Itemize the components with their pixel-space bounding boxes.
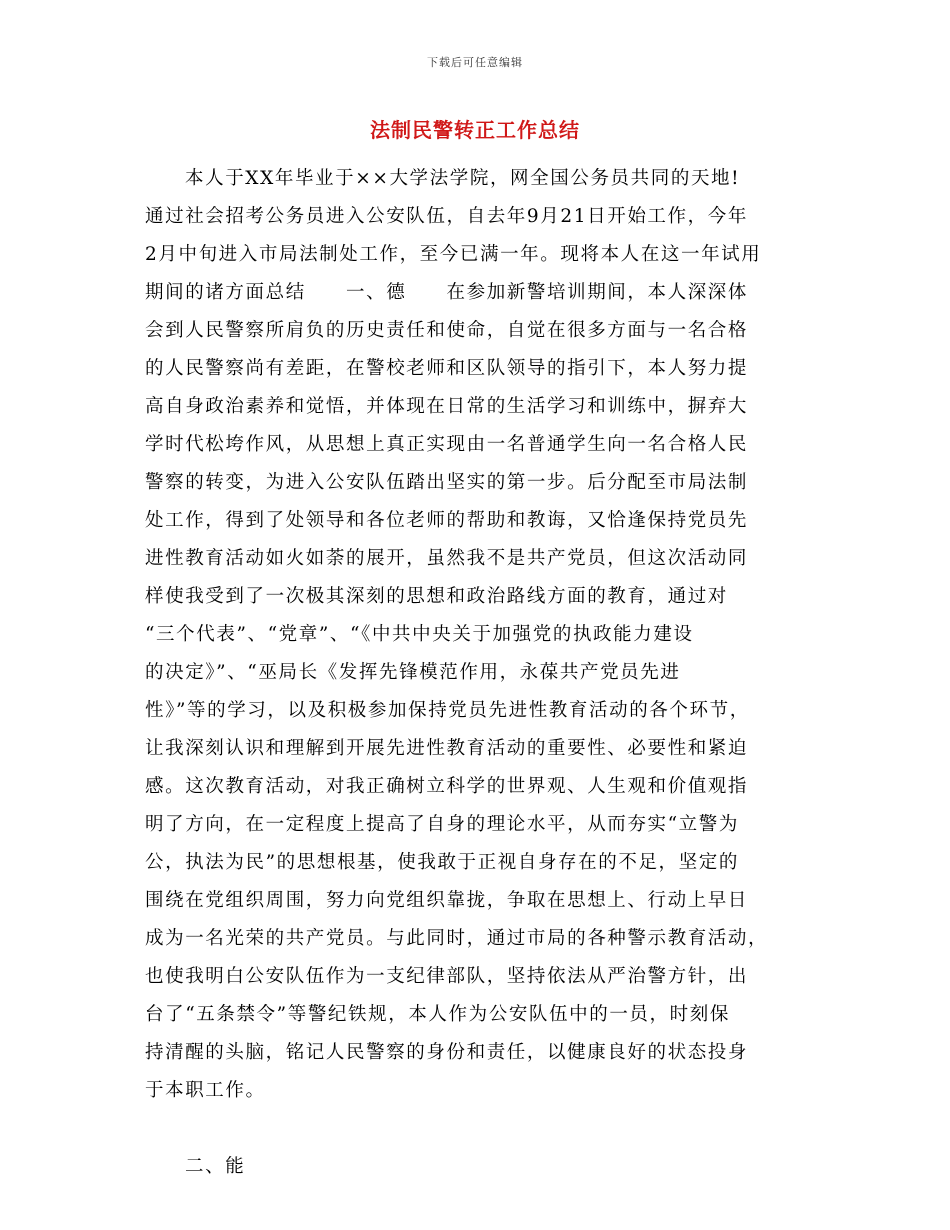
body-line: 警察的转变，为进入公安队伍踏出坚实的第一步。后分配至市局法制 (145, 472, 749, 493)
document-body (145, 160, 810, 1186)
body-line: 感。这次教育活动，对我正确树立科学的世界观、人生观和价值观指 (145, 776, 749, 797)
body-line: 2月中旬进入市局法制处工作，至今已满一年。现将本人在这一年试用 (145, 244, 762, 265)
body-line: 高自身政治素养和觉悟，并体现在日常的生活学习和训练中，摒弃大 (145, 396, 749, 417)
body-line: 样使我受到了一次极其深刻的思想和政治路线方面的教育，通过对 (145, 586, 728, 607)
body-line: 公，执法为民”的思想根基，使我敢于正视自身存在的不足，坚定的 (145, 852, 739, 873)
body-line: 成为一名光荣的共产党员。与此同时，通过市局的各种警示教育活动， (145, 928, 769, 949)
body-line: 于本职工作。 (145, 1080, 266, 1101)
body-line: 明了方向，在一定程度上提高了自身的理论水平，从而夯实“立警为 (145, 814, 739, 835)
section-heading: 二、能 (185, 1156, 246, 1177)
body-line: 期间的诸方面总结 一、德 在参加新警培训期间，本人深深体 (145, 282, 749, 303)
body-line: 的人民警察尚有差距，在警校老师和区队领导的指引下，本人努力提 (145, 358, 749, 379)
document-title: 法制民警转正工作总结 (370, 118, 580, 142)
header-note: 下载后可任意编辑 (427, 56, 523, 69)
body-line: 性》”等的学习，以及积极参加保持党员先进性教育活动的各个环节， (145, 700, 750, 721)
body-line: 也使我明白公安队伍作为一支纪律部队，坚持依法从严治警方针，出 (145, 966, 749, 987)
body-line: 会到人民警察所肩负的历史责任和使命，自觉在很多方面与一名合格 (145, 320, 749, 341)
body-line: 持清醒的头脑，铭记人民警察的身份和责任，以健康良好的状态投身 (145, 1042, 749, 1063)
blank-line (145, 1110, 810, 1148)
body-line: 进性教育活动如火如荼的展开，虽然我不是共产党员，但这次活动同 (145, 548, 749, 569)
body-line: 通过社会招考公务员进入公安队伍，自去年9月21日开始工作，今年 (145, 206, 748, 227)
body-line: 台了“五条禁令”等警纪铁规，本人作为公安队伍中的一员，时刻保 (145, 1004, 730, 1025)
body-line: 的决定》”、“巫局长《发挥先锋模范作用，永葆共产党员先进 (145, 662, 681, 683)
body-line: “三个代表”、“党章”、“《中共中央关于加强党的执政能力建设 (145, 624, 694, 645)
body-line: 本人于XX年毕业于××大学法学院，网全国公务员共同的天地! (185, 168, 741, 189)
body-line: 围绕在党组织周围，努力向党组织靠拢，争取在思想上、行动上早日 (145, 890, 749, 911)
body-line: 让我深刻认识和理解到开展先进性教育活动的重要性、必要性和紧迫 (145, 738, 749, 759)
body-line: 处工作，得到了处领导和各位老师的帮助和教诲，又恰逢保持党员先 (145, 510, 749, 531)
body-line: 学时代松垮作风，从思想上真正实现由一名普通学生向一名合格人民 (145, 434, 749, 455)
